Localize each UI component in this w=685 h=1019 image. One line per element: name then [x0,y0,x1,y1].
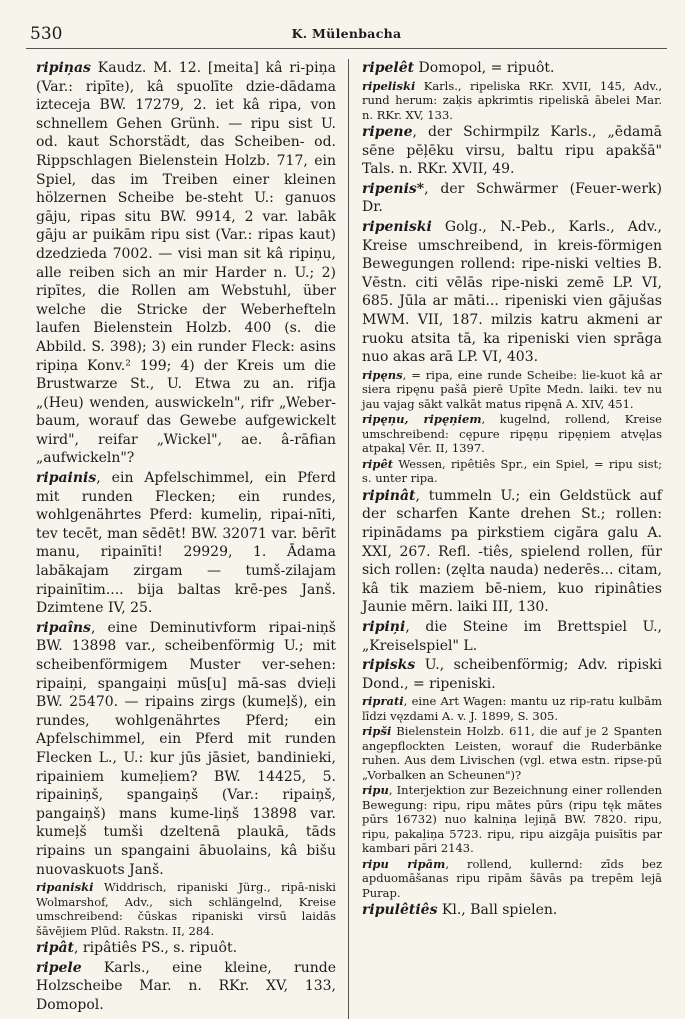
entry-headword: ripelêt [362,60,415,76]
dictionary-entry [362,218,662,367]
entry-text: , kugelnd, rollend, Kreise umschreibend: cępure ripęņu ripęņiem atvęļas atpakaļ Vēr. II, 1397. [362,412,662,456]
entry-text: Wessen, ripêtiês Spr., ein Spiel, = ripu sist; s. unter ripa. [362,456,662,486]
entry-headword: ripene [362,124,413,141]
dictionary-entry [362,180,662,217]
dictionary-entry [36,619,336,879]
entry-text: Widdrisch, ripaniski Jürg., ripā-niski Wolmarshof, Adv., sich schlängelnd, Kreise umschreibend: čūskas ripaniski virsū laidās šāvējiem Plūd. Rakstn. II, 284. [36,880,336,938]
entry-text: , der Schwärmer (Feuer-werk) Dr. [362,180,662,216]
entry-text: , eine Deminutivform ripai-niņš BW. 13898 var., scheibenförmig U.; mit scheibenförmigem Muster ver-sehen: ripaiņi, spangaiņi mūs[u] mā-sas dvieļi BW. 25470. — ripains zirgs (kumeļš), ein rundes, wohlgenährtes Pferd; ein Apfelschimmel, ein Pferd mit runden Flecken L., U.: kur jūs jāsiet, bandinieki, ripainiem kumeļiem? BW. 14425, 5. ripainiņš, spangaiņš (Var.: ripaiņš, pangaiņš) mans kume-liņš 13898 var. kumeļš tumši dzeltenā plaukā, tāds ripains un spangaini ābuolains, kâ bišu nuovaskuots Janš. [36,619,336,878]
dictionary-entry [362,724,662,782]
entry-headword: ripiņi [362,618,406,635]
entry-text: , Interjektion zur Bezeichnung einer rollenden Bewegung: ripu, ripu mātes pūrs (ripu tęk mātes pūrs 16732) nuo kalniņa lejiņā BW. 7820. ripu, ripu, pakaļiņa 5723. ripu, ripu aizgāja puisītis par kambari pāri 2143. [362,783,662,856]
entry-headword: ripu [362,783,389,798]
two-column-body [26,59,667,1019]
entry-headword: ripinât [362,487,416,504]
page-header [26,20,667,49]
entry-headword: ripęns [362,367,403,382]
entry-headword: riprati [362,694,404,709]
entry-text: , tummeln U.; ein Geldstück auf der scharfen Kante drehen St.; rollen: ripinādams pa pirkstiem cigāra galu A. XXI, 267. Refl. -tiês, spielend rollen, für sich rollen: (zęlta nauda) nederēs... citam, kâ tik maziem bē-niem, kuo ripinâties Jaunie mērn. laiki III, 130. [362,487,662,616]
entry-headword: ripenis* [362,180,425,197]
column-divider [348,59,349,1019]
running-title: K. Mülenbacha [291,26,402,41]
dictionary-entry [362,694,662,723]
dictionary-entry [362,901,662,920]
entry-text: , die Steine im Brettspiel U., „Kreiselspiel" L. [362,618,662,654]
entry-headword: ripisks [362,657,416,674]
dictionary-entry [362,656,662,693]
entry-text: , rollend, kullernd: zīds bez apduomāšanas ripu ripām šāvās pa trepēm lejā Purap. [362,856,663,900]
page-number: 530 [30,24,63,44]
entry-headword: ripeniski [362,219,432,236]
dictionary-entry [362,59,662,78]
entry-text: Karls., eine kleine, runde Holzscheibe Mar. n. RKr. XV, 133, Domopol. [36,959,336,1013]
entry-headword: ripiņas [36,60,91,76]
entry-headword: ripêt [362,456,394,471]
entry-headword: ripu ripām [362,856,446,871]
entry-text: U., scheibenförmig; Adv. ripiski Dond., = ripeniski. [362,657,662,692]
entry-text: Golg., N.-Peb., Karls., Adv., Kreise umschreibend, in kreis-förmigen Bewegungen rollend: ripe-niski velties B. Vēstn. citi vēlās ripe-niski zemē LP. VI, 685. Jūla ar māti... ripeniski vien gājušas MWM. VII, 187. milzis katru akmeni ar ruoku atsita tā, ka ripeniski vien sprāga nuo akas arā LP. VI, 403. [362,219,662,366]
entry-text: Kaudz. M. 12. [meita] kâ ri-piņa (Var.: ripīte), kâ spuolīte dzie-dādama izteceja BW. 17279, 2. iet kâ ripa, von schnellem Gehen Grünh. — ripu sist U. od. kaut Schorstädt, das Scheiben- od. Rippschlagen Bielenstein Holzb. 717, ein Spiel, das im Treiben einer kleinen hölzernen Scheibe be-steht U.: ganuos gāju, ripas situ BW. 9914, 2 var. labāk gāju ar puikām ripu sist (Var.: ripas kaut) dzedzieda 7002. — visi man sit kâ ripiņu, alle reiben sich an mir Harder n. U.; 2) ripītes, die Rollen am Webstuhl, über welche die Stricke der Weberhefteln laufen Bielenstein Holzb. 400 (s. die Abbild. S. 398); 3) ein runder Fleck: asins ripiņa Konv.² 199; 4) der Kreis um die Brustwarze St., U. Etwa zu an. rifja „(Heu) wenden, auswickeln", rifr „Weber-baum, worauf das Gewebe aufgewickelt wird", reifar „Wickel", ae. â-rāfian „aufwickeln"? [36,60,336,467]
entry-headword: ripele [36,959,82,976]
entry-text: Domopol, = ripuôt. [414,60,555,76]
dictionary-entry [362,618,662,655]
entry-text: , ein Apfelschimmel, ein Pferd mit runden Flecken; ein rundes, wohlgenährtes Pferd: kumeliņ, ripai-nīti, tev tecēt, man sēdēt! BW. 32071 var. bērīt manu, ripainīti! 29929, 1. Ādama labākajam zirgam — tumš-zilajam ripainītim.... bija baltas krē-pes Janš. Dzimtene IV, 25. [36,470,336,617]
dictionary-entry [36,469,336,618]
dictionary-entry [36,59,336,468]
dictionary-entry [36,959,336,1015]
dictionary-entry [36,880,336,938]
left-column [36,59,336,1019]
entry-text: , = ripa, eine runde Scheibe: lie-kuot kâ ar siera ripęnu pašā pierē Upīte Medn. laiki. tev nu jau vajag sākt valkāt matus ripęnā A. XIV, 451. [362,367,662,411]
dictionary-entry [362,79,662,123]
dictionary-entry [362,857,662,901]
entry-text: , eine Art Wagen: mantu uz rip-ratu kulbām līdzi vęzdami A. v. J. 1899, S. 305. [362,694,662,723]
right-column [362,59,662,1019]
entry-text: , der Schirmpilz Karls., „ēdamā sēne pēļēku virsu, baltu ripu apakšā" Tals. n. RKr. XVII, 49. [362,124,662,178]
entry-headword: ripulêtiês [362,902,438,919]
dictionary-entry [362,783,662,856]
entry-text: Kl., Ball spielen. [437,902,558,919]
dictionary-entry [362,457,662,486]
dictionary-entry [362,487,662,617]
dictionary-entry [362,368,662,412]
entry-headword: ripainis [36,470,97,487]
entry-headword: ripši [362,724,392,739]
entry-headword: ripaniski [36,880,94,895]
entry-headword: ripaîns [36,619,91,636]
dictionary-entry [362,123,662,179]
entry-headword: ripeliski [362,78,416,93]
entry-text: Bielenstein Holzb. 611, die auf je 2 Spanten angepflockten Leisten, worauf die Ruderbänke ruhen. Aus dem Livischen (vgl. etwa estn. ripse-pū „Vorbalken an Scheunen")? [362,724,662,782]
entry-text: Karls., ripeliska RKr. XVII, 145, Adv., rund herum: zaķis apkrimtis ripeliskā ābelei Mar. n. RKr. XV, 133. [362,78,662,122]
dictionary-entry [362,412,662,456]
dictionary-entry [36,939,336,958]
entry-headword: ripęņu, ripęņiem [362,412,482,427]
entry-headword: ripât [36,940,75,957]
entry-text: , ripâtiês PS., s. ripuôt. [74,940,238,957]
